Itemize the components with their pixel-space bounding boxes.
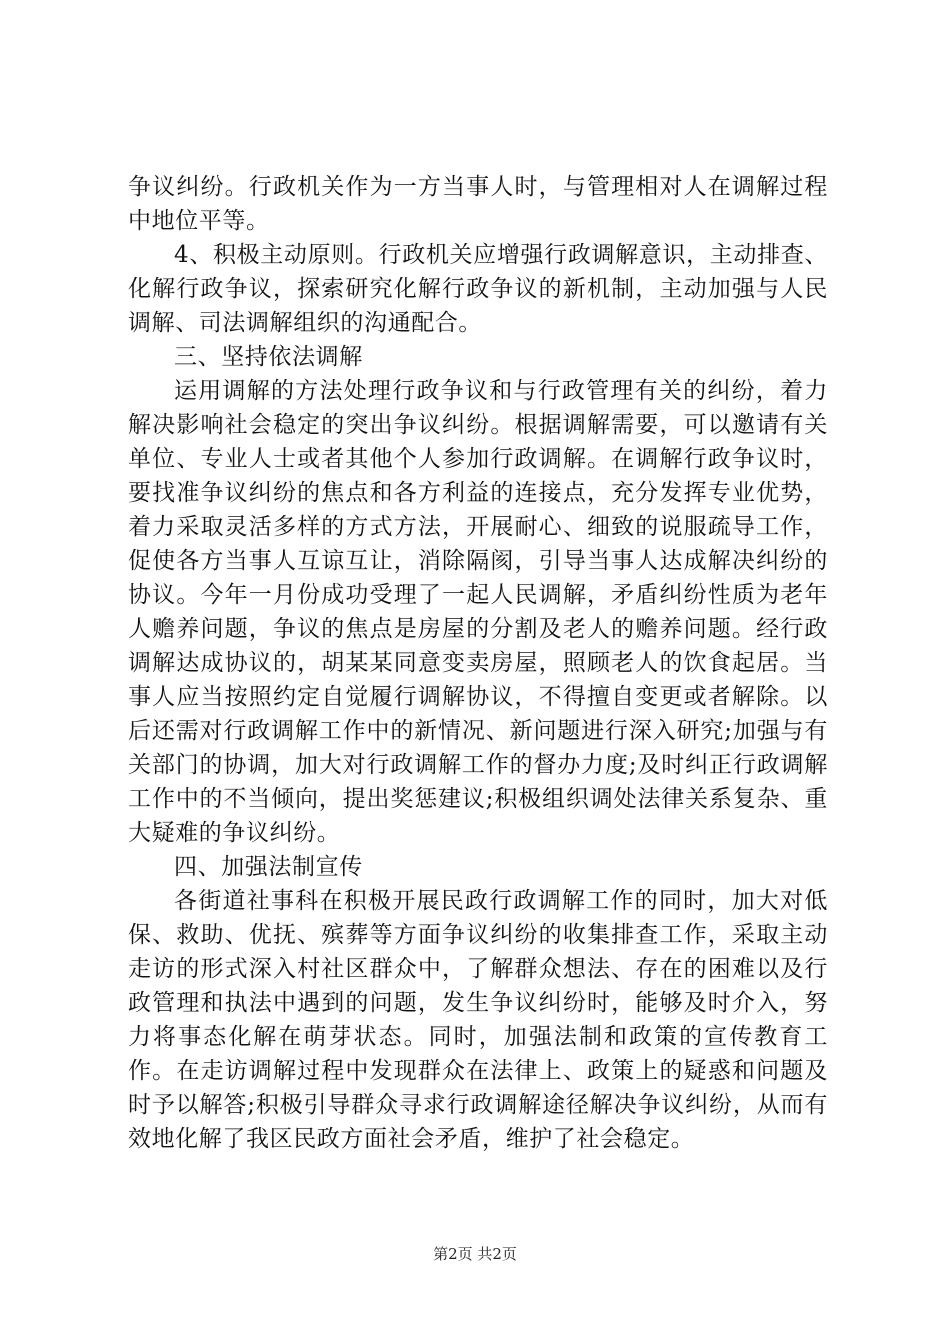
paragraph-continuation: 争议纠纷。行政机关作为一方当事人时，与管理相对人在调解过程中地位平等。	[128, 174, 828, 234]
section-heading-3: 三、坚持依法调解	[174, 344, 363, 370]
section-heading-4: 四、加强法制宣传	[174, 854, 363, 880]
paragraph-section-4: 各街道社事科在积极开展民政行政调解工作的同时，加大对低保、救助、优抚、殡葬等方面争议纠纷的收集排查工作，采取主动走访的形式深入村社区群众中，了解群众想法、存在的困难以及行政管理和执法中遇到的问题，发生争议纠纷时，能够及时介入，努力将事态化解在萌芽状态。同时，加强法制和政策的宣传教育工作。在走访调解过程中发现群众在法律上、政策上的疑惑和问题及时予以解答;积极引导群众寻求行政调解途径解决争议纠纷，从而有效地化解了我区民政方面社会矛盾，维护了社会稳定。	[128, 888, 828, 1152]
document-body	[128, 170, 828, 1156]
paragraph-section-3: 运用调解的方法处理行政争议和与行政管理有关的纠纷，着力解决影响社会稳定的突出争议纠纷。根据调解需要，可以邀请有关单位、专业人士或者其他个人参加行政调解。在调解行政争议时，要找准争议纠纷的焦点和各方利益的连接点，充分发挥专业优势，着力采取灵活多样的方式方法，开展耐心、细致的说服疏导工作，促使各方当事人互谅互让，消除隔阂，引导当事人达成解决纠纷的协议。今年一月份成功受理了一起人民调解，矛盾纠纷性质为老年人赡养问题，争议的焦点是房屋的分割及老人的赡养问题。经行政调解达成协议的，胡某某同意变卖房屋，照顾老人的饮食起居。当事人应当按照约定自觉履行调解协议，不得擅自变更或者解除。以后还需对行政调解工作中的新情况、新问题进行深入研究;加强与有关部门的协调，加大对行政调解工作的督办力度;及时纠正行政调解工作中的不当倾向，提出奖惩建议;积极组织调处法律关系复杂、重大疑难的争议纠纷。	[128, 378, 828, 846]
page-footer: 第2页 共2页	[433, 1245, 517, 1263]
paragraph-principle-4: 4、积极主动原则。行政机关应增强行政调解意识，主动排查、化解行政争议，探索研究化解行政争议的新机制，主动加强与人民调解、司法调解组织的沟通配合。	[128, 242, 828, 336]
